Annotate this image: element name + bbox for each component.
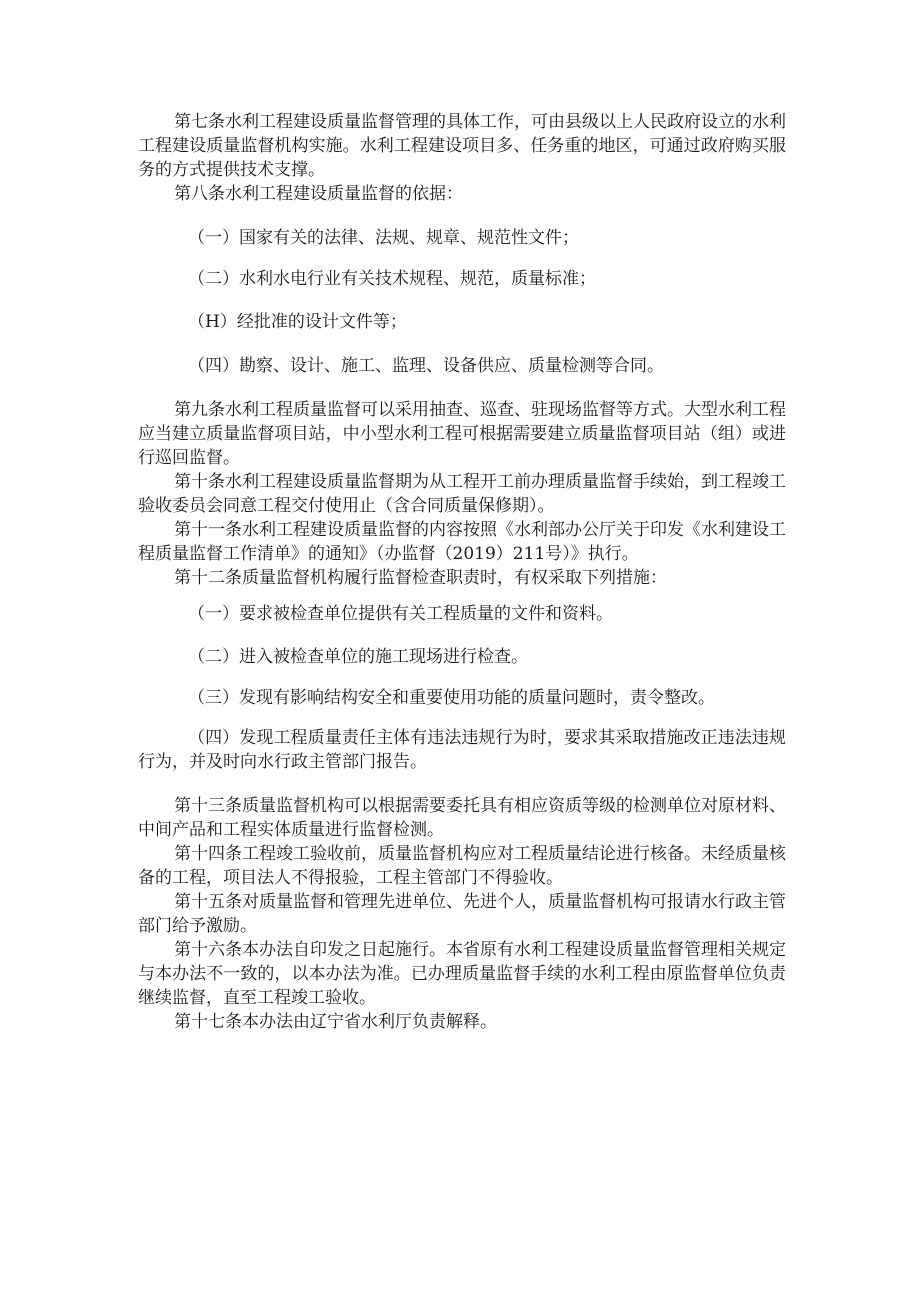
article-12: 第十二条质量监督机构履行监督检查职责时，有权采取下列措施： [174, 568, 667, 588]
article-12-item-3: （三）发现有影响结构安全和重要使用功能的质量问题时，责令整改。 [188, 688, 715, 708]
article-17: 第十七条本办法由辽宁省水利厅负责解释。 [174, 1012, 497, 1032]
articles-9-12-block [138, 398, 786, 590]
article-8-item-2: （二）水利水电行业有关技术规程、规范，质量标准； [188, 269, 596, 289]
article-7: 第七条水利工程建设质量监督管理的具体工作，可由县级以上人民政府设立的水利工程建设质量监督机构实施。水利工程建设项目多、任务重的地区，可通过政府购买服务的方式提供技术支撑。 [138, 112, 786, 180]
article-8-item-4: （四）勘察、设计、施工、监理、设备供应、质量检测等合同。 [188, 356, 664, 376]
article-14: 第十四条工程竣工验收前，质量监督机构应对工程质量结论进行核备。未经质量核备的工程，项目法人不得报验，工程主管部门不得验收。 [138, 844, 786, 888]
articles-13-17-block [138, 794, 786, 1034]
article-8-item-3: （H）经批准的设计文件等； [188, 312, 407, 332]
article-11: 第十一条水利工程建设质量监督的内容按照《水利部办公厅关于印发《水利建设工程质量监督工作清单》的通知》（办监督（2019）211号）》执行。 [138, 520, 786, 564]
article-12-item-4: （四）发现工程质量责任主体有违法违规行为时，要求其采取措施改正违法违规行为，并及时向水行政主管部门报告。 [138, 728, 786, 772]
article-15: 第十五条对质量监督和管理先进单位、先进个人，质量监督机构可报请水行政主管部门给予激励。 [138, 892, 786, 936]
article-8-item-1: （一）国家有关的法律、法规、规章、规范性文件； [188, 228, 579, 248]
article-16: 第十六条本办法自印发之日起施行。本省原有水利工程建设质量监督管理相关规定与本办法不一致的，以本办法为准。已办理质量监督手续的水利工程由原监督单位负责继续监督，直至工程竣工验收。 [138, 940, 786, 1008]
article-13: 第十三条质量监督机构可以根据需要委托具有相应资质等级的检测单位对原材料、中间产品和工程实体质量进行监督检测。 [138, 796, 786, 840]
article-10: 第十条水利工程建设质量监督期为从工程开工前办理质量监督手续始，到工程竣工验收委员会同意工程交付使用止（含合同质量保修期）。 [138, 472, 786, 516]
article-12-item-2: （二）进入被检查单位的施工现场进行检查。 [188, 647, 528, 667]
article-8: 第八条水利工程建设质量监督的依据： [174, 184, 463, 204]
article-7-block [138, 110, 786, 206]
article-12-item-1: （一）要求被检查单位提供有关工程质量的文件和资料。 [188, 604, 613, 624]
article-9: 第九条水利工程质量监督可以采用抽查、巡查、驻现场监督等方式。大型水利工程应当建立质量监督项目站，中小型水利工程可根据需要建立质量监督项目站（组）或进行巡回监督。 [138, 400, 786, 468]
